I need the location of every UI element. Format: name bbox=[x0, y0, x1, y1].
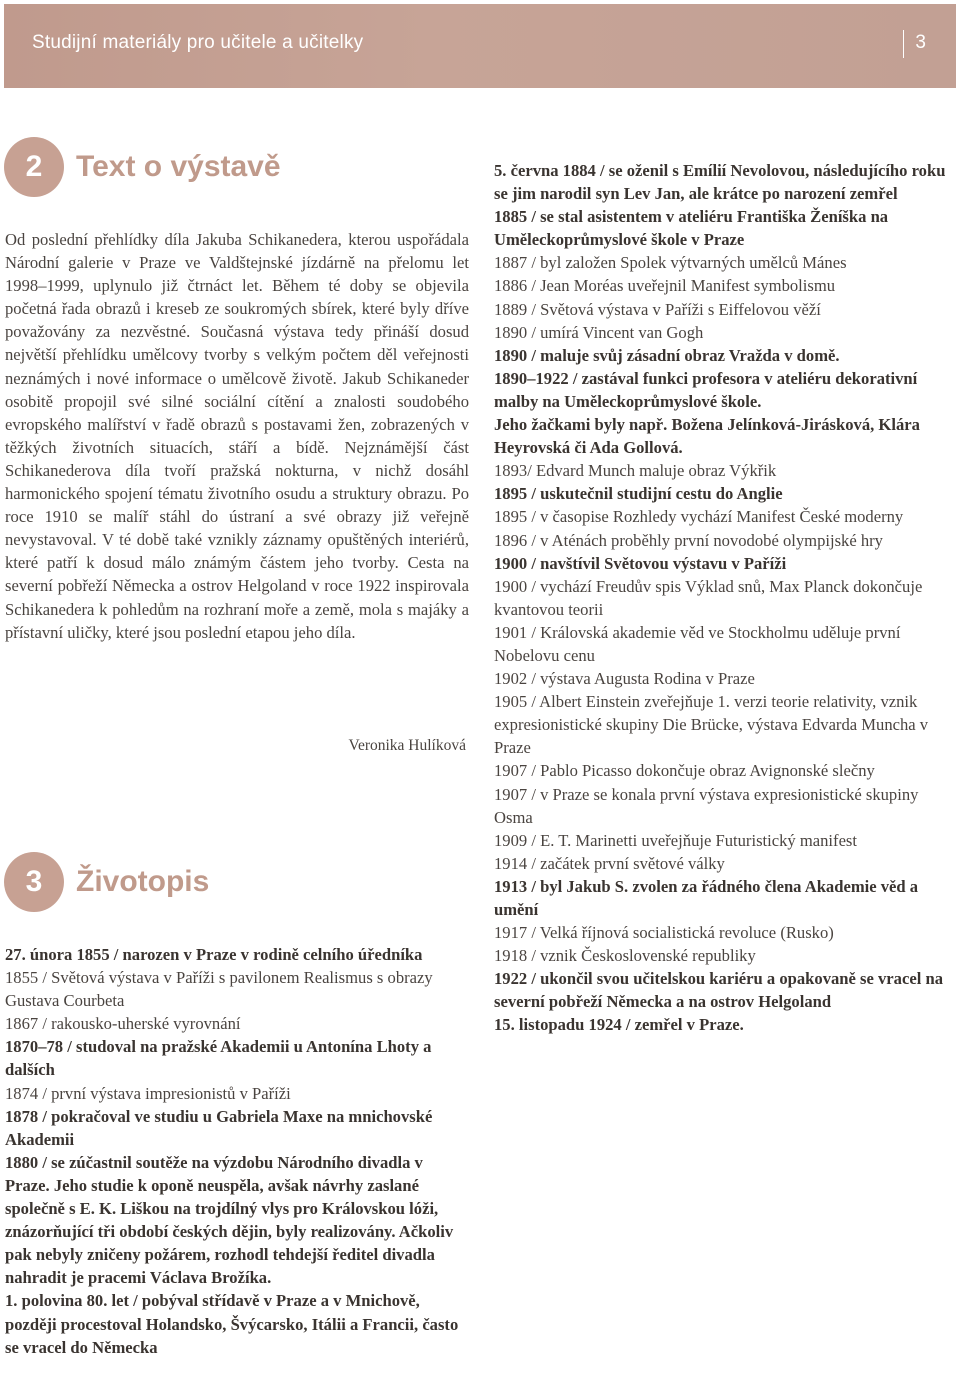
timeline-entry: 1890 / maluje svůj zásadní obraz Vražda v domě. bbox=[494, 345, 840, 365]
timeline-entry: 1913 / byl Jakub S. zvolen za řádného člena Akademie věd a umění bbox=[494, 876, 919, 919]
timeline-entry: 1878 / pokračoval ve studiu u Gabriela Maxe na mnichovské Akademii bbox=[5, 1106, 433, 1149]
timeline-entry: 1900 / vychází Freudův spis Výklad snů, Max Planck dokončuje kvantovou teorii bbox=[494, 576, 923, 619]
exhibition-paragraph: Od poslední přehlídky díla Jakuba Schikanedera, kterou uspořádala Národní galerie v Praze ve Valdštejnské jízdárně na přelomu let 1998–1999, uplynulo již čtrnáct let. Během té doby se objevila početná řada obrazů i kreseb ze soukromých sbírek, které byly dříve považovány za nezvěstné. Současná výstava tedy přináší dosud největší přehlídku umělcovy tvorby s velkým počtem děl veřejnosti neznámých i nové informace o umělcově životě. Jakub Schikaneder osobitě propojil své silné sociální cítění a znalosti soudobého evropského malířství v řadě obrazů s postavami žen, zobrazených v těžkých životních situacích, stáří a bídě. Nejznámější část Schikanederova díla tvoří pražská nokturna, v nichž dosáhl harmonického spojení tématu životního osudu a struktury obrazu. Po roce 1910 se malíř stáhl do ústraní a své obrazy již veřejně nevystavoval. V té době také vznikly záznamy opuštěných interiérů, které patří k dosud málo známým částem jeho tvorby. Cesta na severní pobřeží Německa a ostrov Helgoland v roce 1922 inspirovala Schikanedera k pohledům na rozhraní moře a země, mola s majáky a přístavní uličky, které jsou poslední etapou jeho díla. bbox=[5, 230, 469, 642]
timeline-entry: 1889 / Světová výstava v Paříži s Eiffelovou věží bbox=[494, 299, 821, 319]
section-heading-biography bbox=[4, 852, 209, 912]
section-number-badge: 2 bbox=[4, 137, 64, 197]
page-header bbox=[4, 4, 956, 88]
timeline-entry: 1896 / v Aténách proběhly první novodobé olympijské hry bbox=[494, 530, 883, 550]
timeline-entry: 5. června 1884 / se oženil s Emílií Nevolovou, následujícího roku se jim narodil syn Lev Jan, ale krátce po narození zemřel bbox=[494, 161, 946, 204]
timeline-entry: 1909 / E. T. Marinetti uveřejňuje Futuristický manifest bbox=[494, 830, 857, 850]
timeline-entry: 1905 / Albert Einstein zveřejňuje 1. verzi teorie relativity, vznik expresionistické skupiny Die Brücke, výstava Edvarda Muncha v Praze bbox=[494, 692, 929, 758]
section-number-badge: 3 bbox=[4, 852, 64, 912]
timeline-entry: 27. února 1855 / narozen v Praze v rodině celního úředníka bbox=[5, 945, 423, 964]
timeline-entry: 1885 / se stal asistentem v ateliéru Františka Ženíška na Uměleckoprůmyslové škole v Praze bbox=[494, 207, 889, 250]
timeline-entry: 1901 / Královská akademie věd ve Stockholmu uděluje první Nobelovu cenu bbox=[494, 622, 901, 665]
biography-timeline-left bbox=[5, 943, 470, 1359]
timeline-entry: 1900 / navštívil Světovou výstavu v Paříži bbox=[494, 553, 787, 573]
timeline-entry: 1895 / uskutečnil studijní cestu do Anglie bbox=[494, 484, 783, 504]
timeline-entry: 1918 / vznik Československé republiky bbox=[494, 946, 756, 966]
timeline-entry: 1. polovina 80. let / pobýval střídavě v Praze a v Mnichově, později procestoval Holandsko, Švýcarsko, Itálii a Francii, často se vracel do Německa bbox=[5, 1291, 459, 1357]
section-title: Text o výstavě bbox=[76, 150, 281, 183]
timeline-entry: 1917 / Velká říjnová socialistická revoluce (Rusko) bbox=[494, 923, 834, 943]
timeline-entry: 1887 / byl založen Spolek výtvarných umělců Mánes bbox=[494, 253, 847, 273]
timeline-entry: 1867 / rakousko-uherské vyrovnání bbox=[5, 1014, 241, 1034]
exhibition-text-column bbox=[5, 228, 469, 644]
section-title: Životopis bbox=[76, 865, 210, 898]
section-heading-exhibition bbox=[4, 137, 281, 197]
timeline-entry: 15. listopadu 1924 / zemřel v Praze. bbox=[494, 1015, 744, 1035]
timeline-entry: 1922 / ukončil svou učitelskou kariéru a opakovaně se vracel na severní pobřeží Německa a na ostrov Helgoland bbox=[494, 969, 943, 1012]
timeline-entry: 1914 / začátek první světové války bbox=[494, 853, 725, 873]
page-number: 3 bbox=[915, 32, 926, 53]
author-signature: Veronika Hulíková bbox=[348, 737, 466, 754]
timeline-entry: 1902 / výstava Augusta Rodina v Praze bbox=[494, 669, 755, 689]
timeline-entry: 1870–78 / studoval na pražské Akademii u Antonína Lhoty a dalších bbox=[5, 1037, 432, 1080]
header-title: Studijní materiály pro učitele a učitelky bbox=[32, 32, 364, 53]
timeline-entry: 1890–1922 / zastával funkci profesora v ateliéru dekorativní malby na Uměleckoprůmyslové škole. bbox=[494, 368, 918, 411]
timeline-entry: 1907 / v Praze se konala první výstava expresionistické skupiny Osma bbox=[494, 784, 919, 827]
timeline-entry: 1907 / Pablo Picasso dokončuje obraz Avignonské slečny bbox=[494, 761, 875, 781]
timeline-entry: 1895 / v časopise Rozhledy vychází Manifest České moderny bbox=[494, 507, 904, 527]
header-divider bbox=[903, 30, 904, 58]
timeline-entry: 1890 / umírá Vincent van Gogh bbox=[494, 322, 704, 342]
biography-timeline-right bbox=[494, 159, 954, 1037]
timeline-entry: 1886 / Jean Moréas uveřejnil Manifest symbolismu bbox=[494, 276, 836, 296]
timeline-entry: 1855 / Světová výstava v Paříži s pavilonem Realismus s obrazy Gustava Courbeta bbox=[5, 968, 433, 1011]
timeline-entry: 1880 / se zúčastnil soutěže na výzdobu Národního divadla v Praze. Jeho studie k oponě neuspěla, avšak návrhy zaslané společně s E. K. Liškou na trojdílný vlys pro Královskou lóži, znázorňující tři období českých dějin, byly realizovány. Ačkoliv pak nebyly zničeny požárem, rozhodl tehdejší ředitel divadla nahradit je pracemi Václava Brožíka. bbox=[5, 1152, 454, 1288]
timeline-entry: 1893/ Edvard Munch maluje obraz Výkřik bbox=[494, 461, 777, 481]
timeline-entry: 1874 / první výstava impresionistů v Paříži bbox=[5, 1083, 291, 1103]
timeline-entry: Jeho žačkami byly např. Božena Jelínková-Jirásková, Klára Heyrovská či Ada Gollová. bbox=[494, 415, 920, 458]
